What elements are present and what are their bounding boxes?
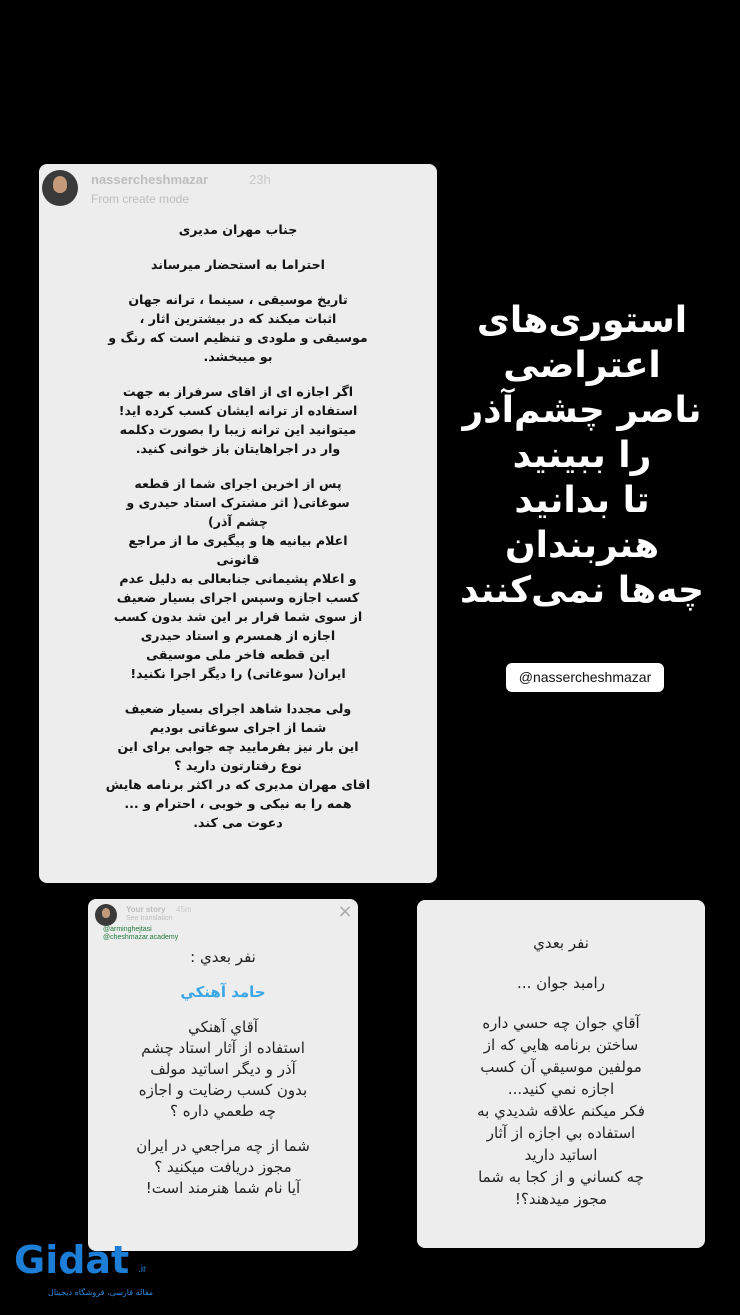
story-subtitle: From create mode <box>91 192 190 206</box>
story-body <box>59 220 417 848</box>
story-time: 45m <box>176 905 192 914</box>
story-paragraph: تاریخ موسیقی ، سینما ، ترانه جهان اثبات میکند که در بیشترین اثار ، موسیقی و ملودی و تنظیم است که رنگ و بو میبخشد. <box>108 292 368 364</box>
story-card-armin <box>88 899 358 1251</box>
avatar[interactable] <box>42 170 78 206</box>
story-body <box>100 947 346 1213</box>
avatar[interactable] <box>95 904 117 926</box>
watermark-tld: .ir <box>138 1264 147 1275</box>
headline-text: استوری‌های اعتراضی ناصر چشم‌آذر را ببینید تا بدانید هنربندان چه‌ها نمی‌کنند <box>460 300 704 611</box>
story-username[interactable]: nassercheshmazar <box>91 172 209 187</box>
story-paragraph: جناب مهران مدیری <box>178 222 298 237</box>
see-translation-link[interactable]: See translation <box>126 915 173 922</box>
mention-tag[interactable]: @arminghejtasi <box>103 926 152 933</box>
story-card-main <box>39 164 437 883</box>
story-header <box>88 899 358 949</box>
story-header <box>39 164 437 214</box>
watermark <box>12 1238 172 1308</box>
mention-badge[interactable]: @nassercheshmazar <box>506 663 664 692</box>
story-paragraph: آقاي آهنكي استفاده از آثار استاد چشم آذر و ديگر اساتيد مولف بدون كسب رضايت و اجازه چه طعمي داره ؟ <box>138 1018 308 1120</box>
watermark-subtitle: مقاله فارسی، فروشگاه دیجیتال <box>48 1288 154 1297</box>
story-paragraph: نفر بعدي : <box>190 948 256 966</box>
close-icon[interactable]: × <box>337 901 353 922</box>
story-paragraph: آقاي جوان چه حسي داره ساختن برنامه هايي كه از مولفين موسيقي آن كسب اجازه نمي كنيد... فكر ميكنم علاقه شديدي به استفاده بي اجازه از آثار اساتيد داريد چه كساني و از كجا به شما مجوز ميدهند؟! <box>477 1014 645 1208</box>
story-paragraph: احتراما به استحضار میرساند <box>151 257 325 272</box>
story-time: 23h <box>249 172 271 187</box>
highlighted-name: حامد آهنكي <box>180 983 266 1001</box>
story-card-right <box>417 900 705 1248</box>
story-paragraph: شما از چه مراجعي در ايران مجوز دريافت ميكنيد ؟ آيا نام شما هنرمند است! <box>136 1137 310 1197</box>
watermark-logo: Gidat <box>14 1238 130 1282</box>
story-paragraph: اگر اجازه ای از اقای سرفراز به جهت استفاده از ترانه ایشان کسب کرده اید! میتوانید این ترانه زیبا را بصورت دکلمه وار در اجراهایتان باز خوانی کنید. <box>118 384 358 456</box>
story-paragraph: نفر بعدي <box>533 934 589 952</box>
story-paragraph: رامبد جوان ... <box>517 974 605 992</box>
story-paragraph: پس از اخرین اجرای شما از قطعه سوغاتی( اثر مشترک استاد حیدری و چشم آذر) اعلام بیانیه ها و پیگیری ما از مراجع قانونی و اعلام پشیمانی جنابعالی به دلیل عدم کسب اجازه وسپس اجرای بسیار ضعیف از سوی شما قرار بر این شد بدون کسب اجازه از همسرم و استاد حیدری این قطعه فاخر ملی موسیقی ایران( سوغاتی) را دیگر اجرا نکنید! <box>113 476 363 681</box>
mention-tag[interactable]: @cheshmazar.academy <box>103 934 179 941</box>
story-username[interactable]: Your story <box>126 905 166 914</box>
story-paragraph: ولی مجددا شاهد اجرای بسیار ضعیف شما از اجرای سوغاتی بودیم این بار نیز بفرمایید چه جوابی برای این نوع رفتارتون دارید ؟ اقای مهران مدیری که در اکثر برنامه هایش همه را به نیکی و خوبی ، احترام و ... دعوت می کند. <box>105 701 371 830</box>
mention-tags <box>103 926 178 942</box>
story-body <box>429 932 693 1228</box>
